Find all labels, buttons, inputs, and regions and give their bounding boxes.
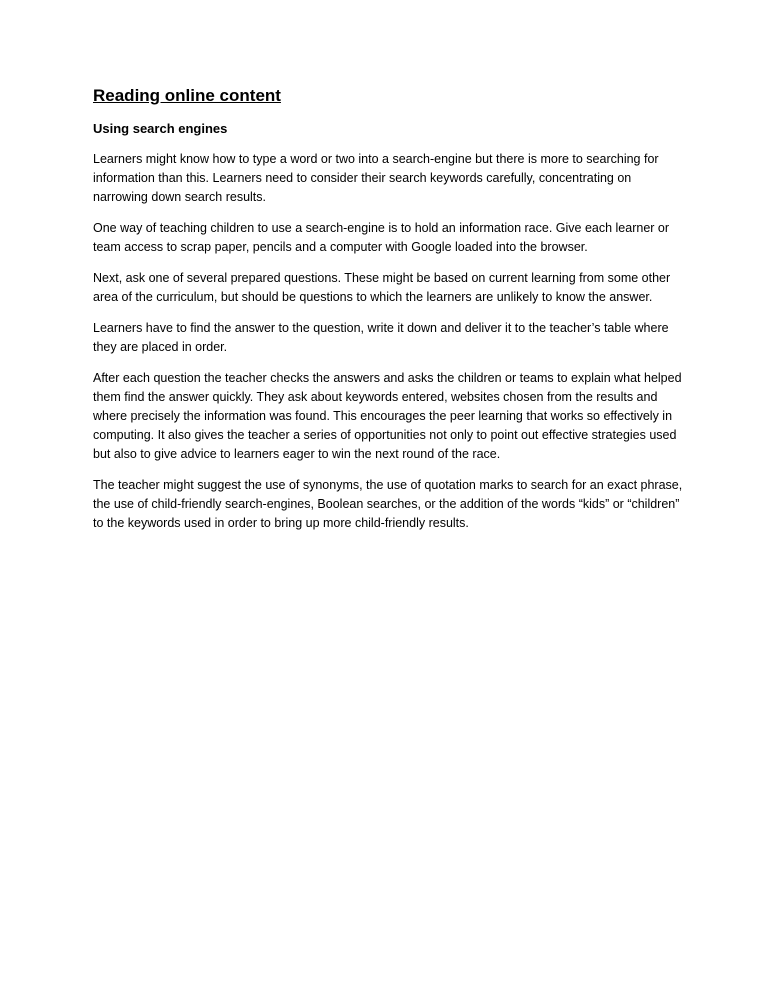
- paragraph-suggestions: The teacher might suggest the use of synonyms, the use of quotation marks to search for an exact phrase, the use of child-friendly search-engines, Boolean searches, or the addition of the words “kids” or “children” to the keywords used in order to bring up more child-friendly results.: [93, 478, 683, 530]
- page-title: Reading online content: [93, 86, 281, 105]
- paragraph-find-answer: Learners have to find the answer to the question, write it down and deliver it to the teacher’s table where they are placed in order.: [93, 321, 669, 354]
- paragraph-intro: Learners might know how to type a word or two into a search-engine but there is more to searching for information than this. Learners need to consider their search keywords carefully, concentrating on narrowing down search results.: [93, 152, 659, 204]
- paragraph-teacher-checks: After each question the teacher checks the answers and asks the children or teams to explain what helped them find the answer quickly. They ask about keywords entered, websites chosen from the results and where precisely the information was found. This encourages the peer learning that works so effectively in computing. It also gives the teacher a series of opportunities not only to point out effective strategies used but also to give advice to learners eager to win the next round of the race.: [93, 371, 682, 461]
- paragraph-information-race: One way of teaching children to use a search-engine is to hold an information race. Give each learner or team access to scrap paper, pencils and a computer with Google loaded into the browser.: [93, 221, 670, 254]
- paragraph-prepared-questions: Next, ask one of several prepared questions. These might be based on current learning from some other area of the curriculum, but should be questions to which the learners are unlikely to know the answer.: [93, 271, 671, 304]
- section-heading: Using search engines: [93, 121, 228, 136]
- document-body: [93, 86, 683, 533]
